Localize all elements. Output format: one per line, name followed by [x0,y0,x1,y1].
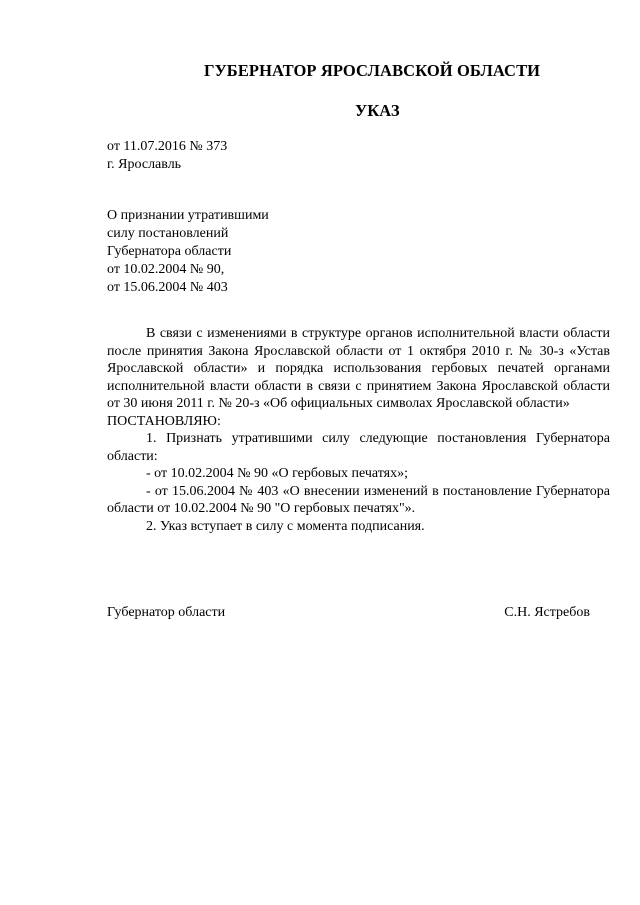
subject-line: О признании утратившими [107,208,269,223]
item-1-subitem-2: - от 15.06.2004 № 403 «О внесении изменений в постановление Губернатора области от 10.02.2004 № 90 "О гербовых печатях"». [107,483,610,516]
document-meta [107,138,227,174]
signatory-name: С.Н. Ястребов [504,605,590,620]
document-subject [107,207,269,297]
issuer-heading: ГУБЕРНАТОР ЯРОСЛАВСКОЙ ОБЛАСТИ [204,61,541,80]
document-body [107,325,610,535]
subject-line: силу постановлений [107,226,229,241]
item-1-subitem-1: - от 10.02.2004 № 90 «О гербовых печатях»; [146,466,408,481]
place: г. Ярославль [107,157,182,172]
signatory-role: Губернатор области [107,605,226,620]
item-2: 2. Указ вступает в силу с момента подписания. [146,518,425,534]
document-type-heading: УКАЗ [355,101,400,120]
subject-line: Губернатора области [107,244,232,259]
subject-line: от 15.06.2004 № 403 [107,280,228,295]
decree-word: ПОСТАНОВЛЯЮ: [107,413,221,429]
preamble-paragraph: В связи с изменениями в структуре органов исполнительной власти области после принятия Закона Ярославской области от 1 октября 2010 г. № 30-з «Устав Ярославской области» и порядка использования гербовых печатей органами исполнительной власти области в связи с принятием Закона Ярославской области от 30 июня 2011 г. № 20-з «Об официальных символах Ярославской области» [107,326,610,411]
item-1: 1. Признать утратившими силу следующие постановления Губернатора области: [107,431,610,464]
date-number: от 11.07.2016 № 373 [107,139,228,154]
subject-line: от 10.02.2004 № 90, [107,262,225,277]
